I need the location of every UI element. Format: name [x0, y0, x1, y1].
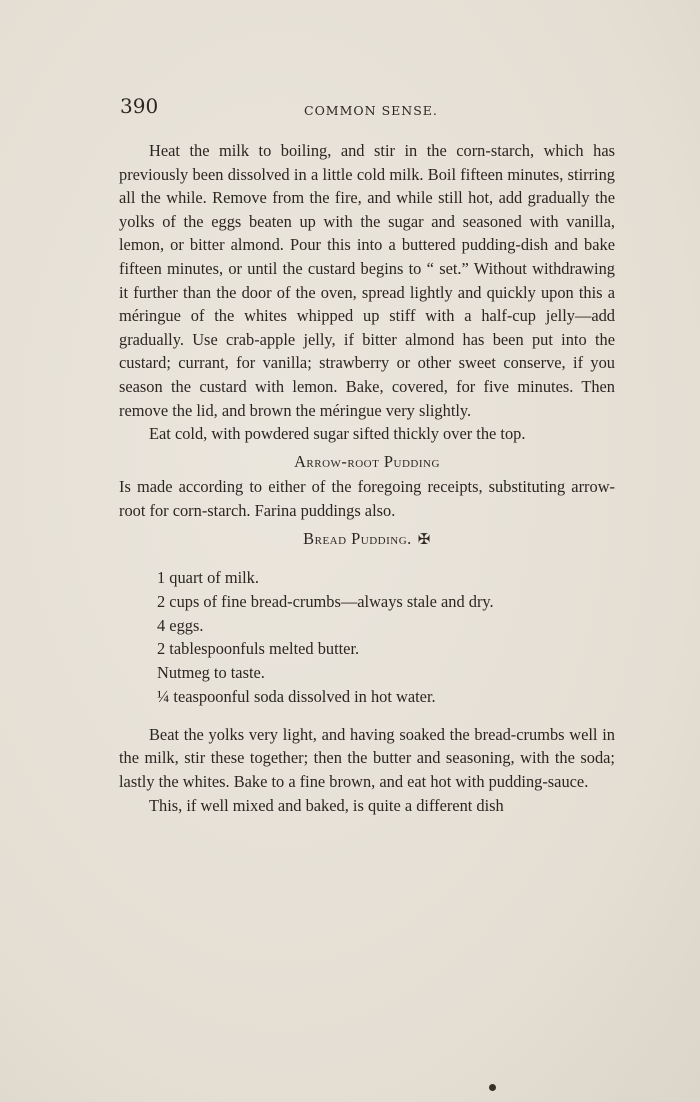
- cross-pattee-icon: ✠: [417, 531, 431, 548]
- paragraph-serving: Eat cold, with powdered sugar sifted thickly over the top.: [149, 424, 526, 444]
- ingredient-item: Nutmeg to taste.: [157, 663, 265, 683]
- heading-arrow-root-pudding: Arrow-root Pudding: [294, 451, 440, 471]
- paragraph-custard-method: Heat the milk to boiling, and stir in the corn-starch, which has previously been dissolved in a little cold milk. Boil fifteen minutes, stirring all the while. Remove from the fire, and while still hot, add gradually the yolks of the eggs beaten up with the sugar and seasoned with vanilla, lemon, or bitter almond. Pour this into a buttered pudding-dish and bake fifteen minutes, or until the custard begins to “ set.” Without withdrawing it further than the door of the oven, spread lightly and quickly upon this a méringue of the whites whipped up stiff with a half-cup jelly—add gradually. Use crab-apple jelly, if bitter almond has been put into the custard; currant, for vanilla; strawberry or other sweet conserve, if you season the custard with lemon. Bake, covered, for five minutes. Then remove the lid, and brown the méringue very slightly.: [119, 141, 615, 420]
- page-number: 390: [120, 94, 159, 118]
- page-body: [119, 139, 615, 817]
- ingredient-item: 4 eggs.: [157, 615, 204, 635]
- running-head: COMMON SENSE.: [304, 103, 438, 118]
- paragraph-bread-method: Beat the yolks very light, and having soaked the bread-crumbs well in the milk, stir these together; then the butter and seasoning, with the soda; lastly the whites. Bake to a fine brown, and eat hot with pudding-sauce.: [119, 724, 615, 792]
- ingredient-list: [157, 566, 615, 709]
- paragraph-continuation: This, if well mixed and baked, is quite a different dish: [149, 795, 504, 815]
- heading-bread-pudding-text: Bread Pudding.: [303, 528, 412, 548]
- ingredient-item: 2 cups of fine bread-crumbs—always stale and dry.: [157, 591, 494, 611]
- ingredient-item: 1 quart of milk.: [157, 568, 259, 588]
- page-header: [120, 94, 612, 124]
- heading-bread-pudding: [119, 527, 615, 553]
- paragraph-arrow-root: Is made according to either of the foregoing receipts, substituting arrow-root for corn-starch. Farina puddings also.: [119, 477, 615, 520]
- ingredient-item: ¼ teaspoonful soda dissolved in hot water.: [157, 687, 436, 707]
- ingredient-item: 2 tablespoonfuls melted butter.: [157, 639, 360, 659]
- ink-spot: [489, 1084, 496, 1091]
